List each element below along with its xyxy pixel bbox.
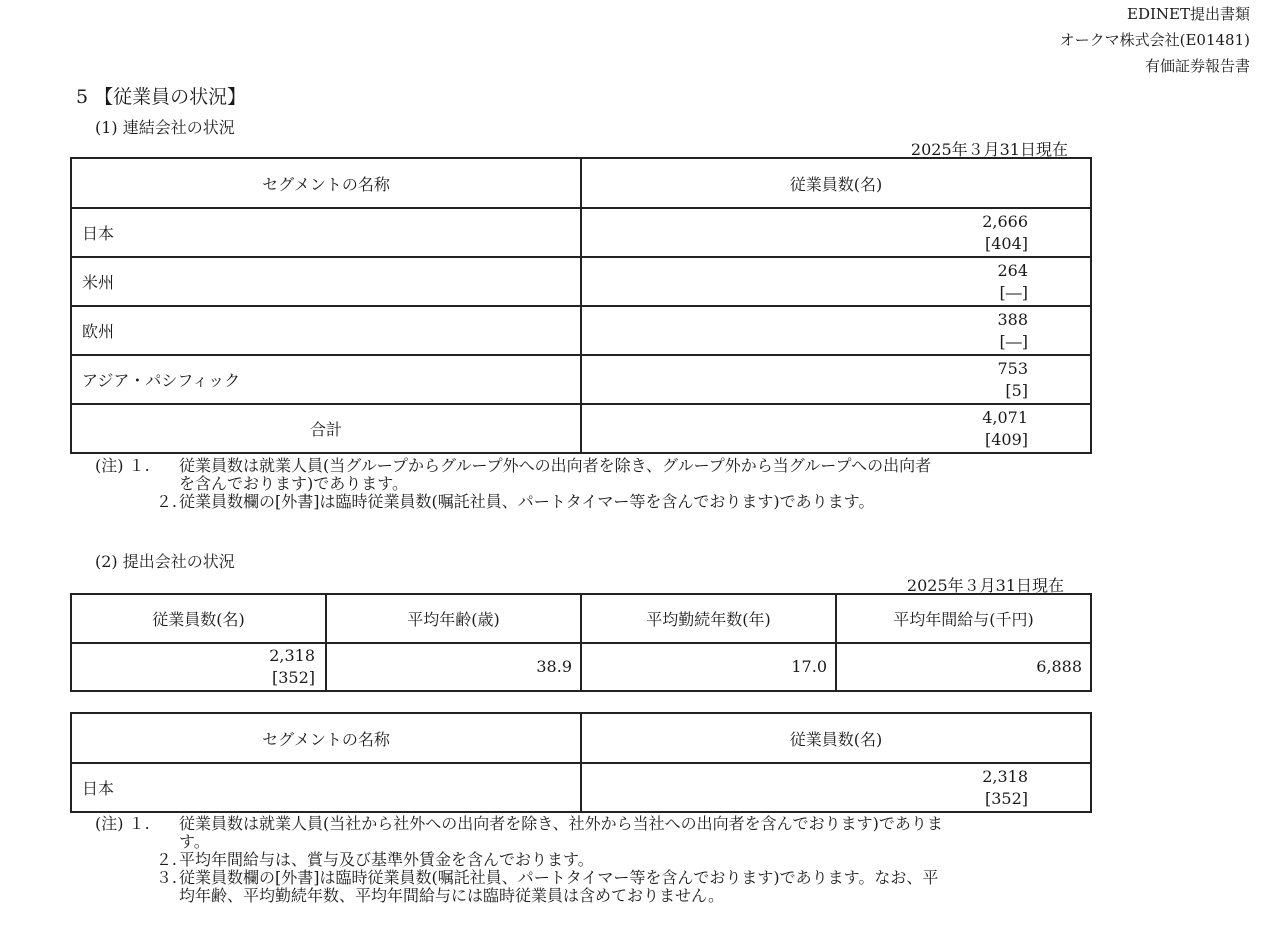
note-text: 従業員数欄の[外書]は臨時従業員数(嘱託社員、パートタイマー等を含んでおります)であります。なお、平 — [179, 868, 939, 887]
note-marker: ２. — [155, 850, 177, 869]
table-row — [71, 257, 1091, 306]
average-age-cell — [326, 643, 581, 691]
employee-count-cell — [581, 763, 1091, 812]
note-item — [95, 457, 931, 475]
filing-company-heading: (2) 提出会社の状況 — [95, 552, 235, 571]
average-age: 38.9 — [536, 657, 572, 676]
table-row — [71, 208, 1091, 257]
section-title: 5 【従業員の状況】 — [76, 86, 247, 108]
employee-count: 2,666 — [982, 211, 1028, 231]
consolidated-employees-table — [70, 157, 1092, 454]
average-salary-cell — [836, 643, 1091, 691]
column-header-average-age: 平均年齢(歳) — [326, 594, 581, 643]
document-type-label: EDINET提出書類 — [1127, 5, 1250, 23]
note-item — [95, 815, 943, 833]
consolidated-heading: (1) 連結会社の状況 — [95, 118, 235, 137]
note-marker: (注) １. — [95, 456, 150, 475]
employee-count: 753 — [997, 358, 1028, 378]
table-header-row — [71, 594, 1091, 643]
total-label-cell: 合計 — [71, 404, 581, 453]
column-header-segment: セグメントの名称 — [71, 713, 581, 763]
employee-count: 264 — [997, 260, 1028, 280]
note-marker: ３. — [155, 868, 177, 887]
report-type-label: 有価証券報告書 — [1144, 57, 1250, 75]
column-header-employee-count: 従業員数(名) — [581, 713, 1091, 763]
temporary-employee-count: [404] — [984, 233, 1028, 253]
table-header-row — [71, 158, 1091, 208]
note-text-continued: を含んでおります)であります。 — [179, 474, 408, 493]
note-marker: (注) １. — [95, 814, 150, 833]
note-text: 従業員数欄の[外書]は臨時従業員数(嘱託社員、パートタイマー等を含んでおります)であります。 — [179, 492, 875, 511]
note-text: 平均年間給与は、賞与及び基準外賃金を含んでおります。 — [179, 850, 594, 869]
note-text-continued: 均年齢、平均勤続年数、平均年間給与には臨時従業員は含めておりません。 — [179, 886, 724, 905]
column-header-average-salary: 平均年間給与(千円) — [836, 594, 1091, 643]
employee-count-cell — [581, 208, 1091, 257]
column-header-employee-count: 従業員数(名) — [581, 158, 1091, 208]
total-row — [71, 404, 1091, 453]
employee-count-cell — [581, 257, 1091, 306]
table-row — [71, 306, 1091, 355]
employee-count: 2,318 — [269, 646, 315, 665]
filing-company-summary-table — [70, 593, 1092, 692]
note-item — [95, 851, 943, 869]
consolidated-as-of-date: 2025年３月31日現在 — [910, 140, 1068, 159]
filing-notes — [95, 815, 943, 905]
table-row — [71, 355, 1091, 404]
column-header-average-tenure: 平均勤続年数(年) — [581, 594, 836, 643]
employee-count-cell — [71, 643, 326, 691]
temporary-employee-count: [409] — [984, 429, 1028, 449]
note-text: 従業員数は就業人員(当グループからグループ外への出向者を除き、グループ外から当グループへの出向者 — [179, 456, 932, 475]
temporary-employee-count: [5] — [1005, 380, 1028, 400]
note-text: 従業員数は就業人員(当社から社外への出向者を除き、社外から当社への出向者を含んでおります)でありま — [179, 814, 943, 833]
temporary-employee-count: [352] — [271, 668, 315, 687]
average-salary: 6,888 — [1036, 657, 1082, 676]
note-marker: ２. — [155, 492, 177, 511]
average-tenure: 17.0 — [791, 657, 827, 676]
employee-count-cell — [581, 404, 1091, 453]
segment-name-cell: 欧州 — [71, 306, 581, 355]
segment-name-cell: 日本 — [71, 763, 581, 812]
temporary-employee-count: [―] — [999, 282, 1028, 302]
company-name-label: オークマ株式会社(E01481) — [1059, 31, 1250, 49]
temporary-employee-count: [―] — [999, 331, 1028, 351]
column-header-employee-count: 従業員数(名) — [71, 594, 326, 643]
employee-count: 2,318 — [982, 766, 1028, 786]
note-text-continued: す。 — [179, 832, 210, 851]
employee-count: 388 — [997, 309, 1028, 329]
table-header-row — [71, 713, 1091, 763]
consolidated-notes — [95, 457, 931, 511]
table-row — [71, 643, 1091, 691]
segment-name-cell: アジア・パシフィック — [71, 355, 581, 404]
filing-as-of-date: 2025年３月31日現在 — [906, 576, 1064, 595]
note-item — [95, 493, 931, 511]
column-header-segment: セグメントの名称 — [71, 158, 581, 208]
segment-name-cell: 米州 — [71, 257, 581, 306]
segment-name-cell: 日本 — [71, 208, 581, 257]
employee-count-cell — [581, 355, 1091, 404]
temporary-employee-count: [352] — [984, 788, 1028, 808]
employee-count: 4,071 — [982, 407, 1028, 427]
average-tenure-cell — [581, 643, 836, 691]
table-row — [71, 763, 1091, 812]
employee-count-cell — [581, 306, 1091, 355]
filing-company-segment-table — [70, 712, 1092, 813]
note-item — [95, 869, 943, 887]
